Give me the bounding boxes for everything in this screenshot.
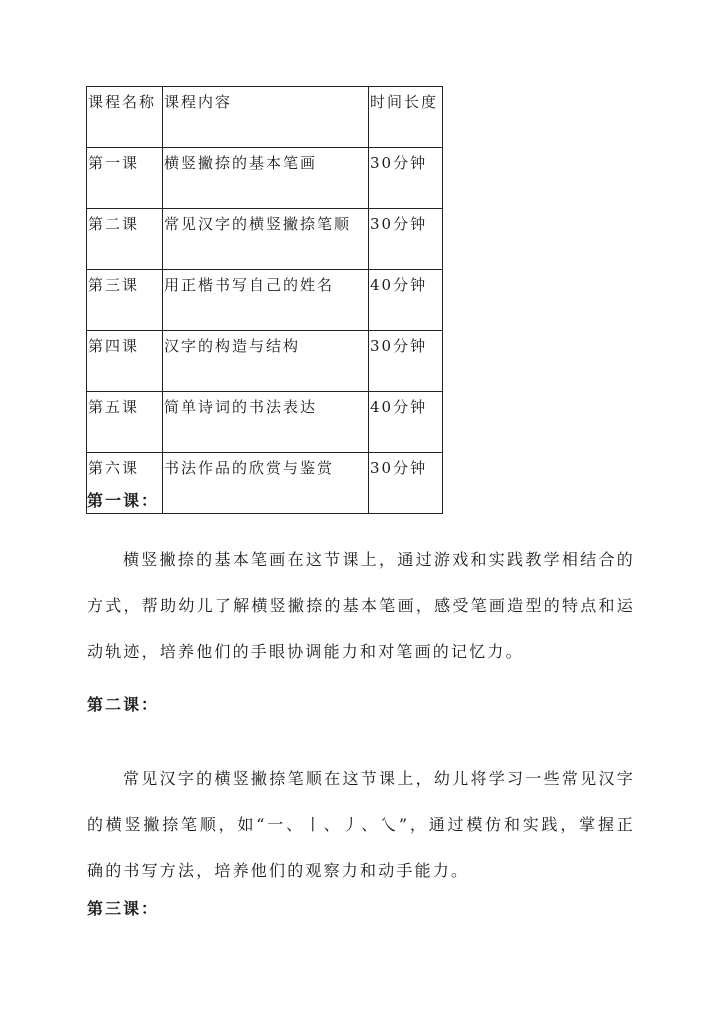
lesson-1-heading: 第一课： (87, 491, 160, 510)
header-duration: 时间长度 (369, 87, 443, 148)
table-cell-lesson: 第四课 (87, 331, 163, 392)
lesson-3-heading: 第三课： (87, 899, 160, 918)
table-cell-duration: 40分钟 (369, 392, 443, 453)
lesson-2-heading: 第二课： (87, 695, 160, 714)
table-cell-content: 简单诗词的书法表达 (163, 392, 369, 453)
table-cell-lesson: 第五课 (87, 392, 163, 453)
table-cell-lesson: 第一课 (87, 148, 163, 209)
table-cell-content: 书法作品的欣赏与鉴赏 (163, 453, 369, 514)
table-row (87, 148, 443, 209)
table-row (87, 270, 443, 331)
table-cell-lesson: 第六课 (87, 453, 163, 514)
course-table (86, 86, 443, 514)
table-cell-content: 用正楷书写自己的姓名 (163, 270, 369, 331)
header-course-content: 课程内容 (163, 87, 369, 148)
table-row (87, 209, 443, 270)
table-row (87, 331, 443, 392)
table-cell-duration: 30分钟 (369, 331, 443, 392)
table-cell-duration: 30分钟 (369, 209, 443, 270)
table-cell-lesson: 第二课 (87, 209, 163, 270)
table-cell-duration: 30分钟 (369, 148, 443, 209)
lesson-2-body: 常见汉字的横竖撇捺笔顺在这节课上，幼儿将学习一些常见汉字的横竖撇捺笔顺，如“一、丨、丿、乀”，通过模仿和实践，掌握正确的书写方法，培养他们的观察力和动手能力。 (87, 769, 635, 880)
table-cell-content: 常见汉字的横竖撇捺笔顺 (163, 209, 369, 270)
lesson-1-body: 横竖撇捺的基本笔画在这节课上，通过游戏和实践教学相结合的方式，帮助幼儿了解横竖撇捺的基本笔画，感受笔画造型的特点和运动轨迹，培养他们的手眼协调能力和对笔画的记忆力。 (87, 550, 635, 661)
table-cell-content: 汉字的构造与结构 (163, 331, 369, 392)
table-cell-lesson: 第三课 (87, 270, 163, 331)
table-cell-content: 横竖撇捺的基本笔画 (163, 148, 369, 209)
table-row (87, 392, 443, 453)
table-header-row (87, 87, 443, 148)
table-cell-duration: 30分钟 (369, 453, 443, 514)
table-cell-duration: 40分钟 (369, 270, 443, 331)
header-course-name: 课程名称 (87, 87, 163, 148)
